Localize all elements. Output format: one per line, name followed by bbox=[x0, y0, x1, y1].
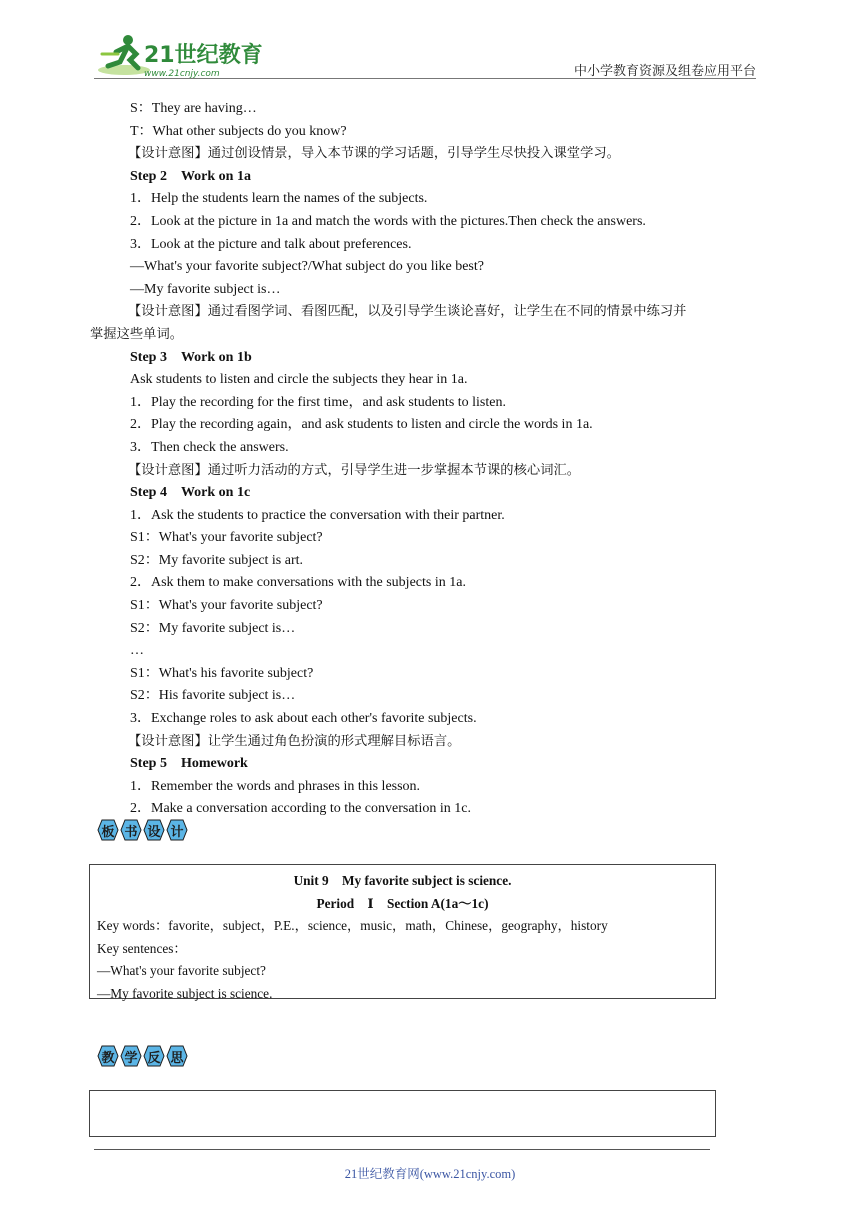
board-key-words: Key words：favorite，subject，P.E.，science，music，math，Chinese，geography，history bbox=[97, 918, 608, 934]
board-sentence: —What's your favorite subject? bbox=[97, 963, 266, 979]
board-unit-title: Unit 9 My favorite subject is science. bbox=[293, 873, 512, 888]
text-line: 1．Remember the words and phrases in this lesson. bbox=[130, 778, 421, 794]
step-heading: Step 3 Work on 1b bbox=[130, 349, 252, 365]
design-intent: 【设计意图】通过看图学词、看图匹配，以及引导学生谈论喜好，让学生在不同的情景中练习并 bbox=[128, 304, 687, 320]
board-sentence: —My favorite subject is science. bbox=[97, 985, 273, 1001]
text-line: 3．Exchange roles to ask about each other's favorite subjects. bbox=[130, 711, 477, 727]
design-intent: 【设计意图】让学生通过角色扮演的形式理解目标语言。 bbox=[128, 733, 461, 749]
board-design-heading bbox=[97, 818, 188, 842]
text-line: S1：What's your favorite subject? bbox=[130, 598, 323, 614]
step-heading: Step 5 Homework bbox=[130, 756, 248, 772]
text-line: 3．Look at the picture and talk about preferences. bbox=[130, 236, 412, 252]
design-intent: 【设计意图】通过创设情景，导入本节课的学习话题，引导学生尽快投入课堂学习。 bbox=[128, 146, 620, 162]
text-line: 2．Make a conversation according to the conversation in 1c. bbox=[130, 801, 471, 817]
header-divider bbox=[94, 78, 756, 79]
text-line: S：They are having… bbox=[130, 101, 257, 116]
teaching-reflection-box[interactable] bbox=[89, 1090, 716, 1137]
design-intent-cont: 掌握这些单词。 bbox=[90, 326, 184, 342]
hexagon-icon: 思 bbox=[166, 1045, 188, 1067]
text-line: S1：What's his favorite subject? bbox=[130, 665, 314, 681]
board-key-sentences: Key sentences： bbox=[97, 940, 187, 956]
hexagon-icon: 板 bbox=[97, 819, 119, 841]
lesson-content bbox=[90, 98, 762, 821]
header-slogan: 中小学教育资源及组卷应用平台 bbox=[573, 63, 756, 78]
hexagon-icon: 学 bbox=[120, 1045, 142, 1067]
text-line: —What's your favorite subject?/What subject do you like best? bbox=[130, 259, 484, 275]
hexagon-icon: 计 bbox=[166, 819, 188, 841]
hexagon-icon: 书 bbox=[120, 819, 142, 841]
text-line: Ask students to listen and circle the subjects they hear in 1a. bbox=[130, 372, 468, 388]
hexagon-icon: 教 bbox=[97, 1045, 119, 1067]
text-line: … bbox=[130, 643, 144, 659]
text-line: 2．Play the recording again，and ask students to listen and circle the words in 1a. bbox=[130, 417, 593, 433]
text-line: 3．Then check the answers. bbox=[130, 439, 289, 455]
step-heading: Step 2 Work on 1a bbox=[130, 168, 251, 184]
text-line: S2：His favorite subject is… bbox=[130, 688, 296, 704]
design-intent: 【设计意图】通过听力活动的方式，引导学生进一步掌握本节课的核心词汇。 bbox=[128, 462, 581, 478]
text-line: 2．Ask them to make conversations with the subjects in 1a. bbox=[130, 575, 466, 591]
logo-url: www.21cnjy.com bbox=[144, 69, 220, 79]
text-line: S1：What's your favorite subject? bbox=[130, 530, 323, 546]
step-heading: Step 4 Work on 1c bbox=[130, 485, 251, 501]
text-line: 1．Help the students learn the names of the subjects. bbox=[130, 191, 428, 207]
hexagon-icon: 反 bbox=[143, 1045, 165, 1067]
text-line: 2．Look at the picture in 1a and match the words with the pictures.Then check the answers. bbox=[130, 213, 646, 229]
text-line: S2：My favorite subject is… bbox=[130, 620, 296, 636]
logo-text: 21世纪教育 bbox=[144, 43, 263, 68]
runner-logo-icon bbox=[94, 30, 264, 82]
board-period: Period Ⅰ Section A(1a～1c) bbox=[316, 895, 489, 911]
site-logo bbox=[94, 30, 264, 82]
text-line: 1．Play the recording for the first time，and ask students to listen. bbox=[130, 394, 506, 410]
footer-divider bbox=[94, 1149, 710, 1150]
text-line: —My favorite subject is… bbox=[130, 281, 281, 297]
text-line: S2：My favorite subject is art. bbox=[130, 552, 304, 568]
board-design-box bbox=[89, 864, 716, 999]
text-line: T：What other subjects do you know? bbox=[130, 123, 347, 139]
footer-link[interactable]: 21世纪教育网(www.21cnjy.com) bbox=[344, 1167, 516, 1181]
hexagon-icon: 设 bbox=[143, 819, 165, 841]
teaching-reflection-heading bbox=[97, 1044, 188, 1068]
text-line: 1．Ask the students to practice the conversation with their partner. bbox=[130, 507, 505, 523]
